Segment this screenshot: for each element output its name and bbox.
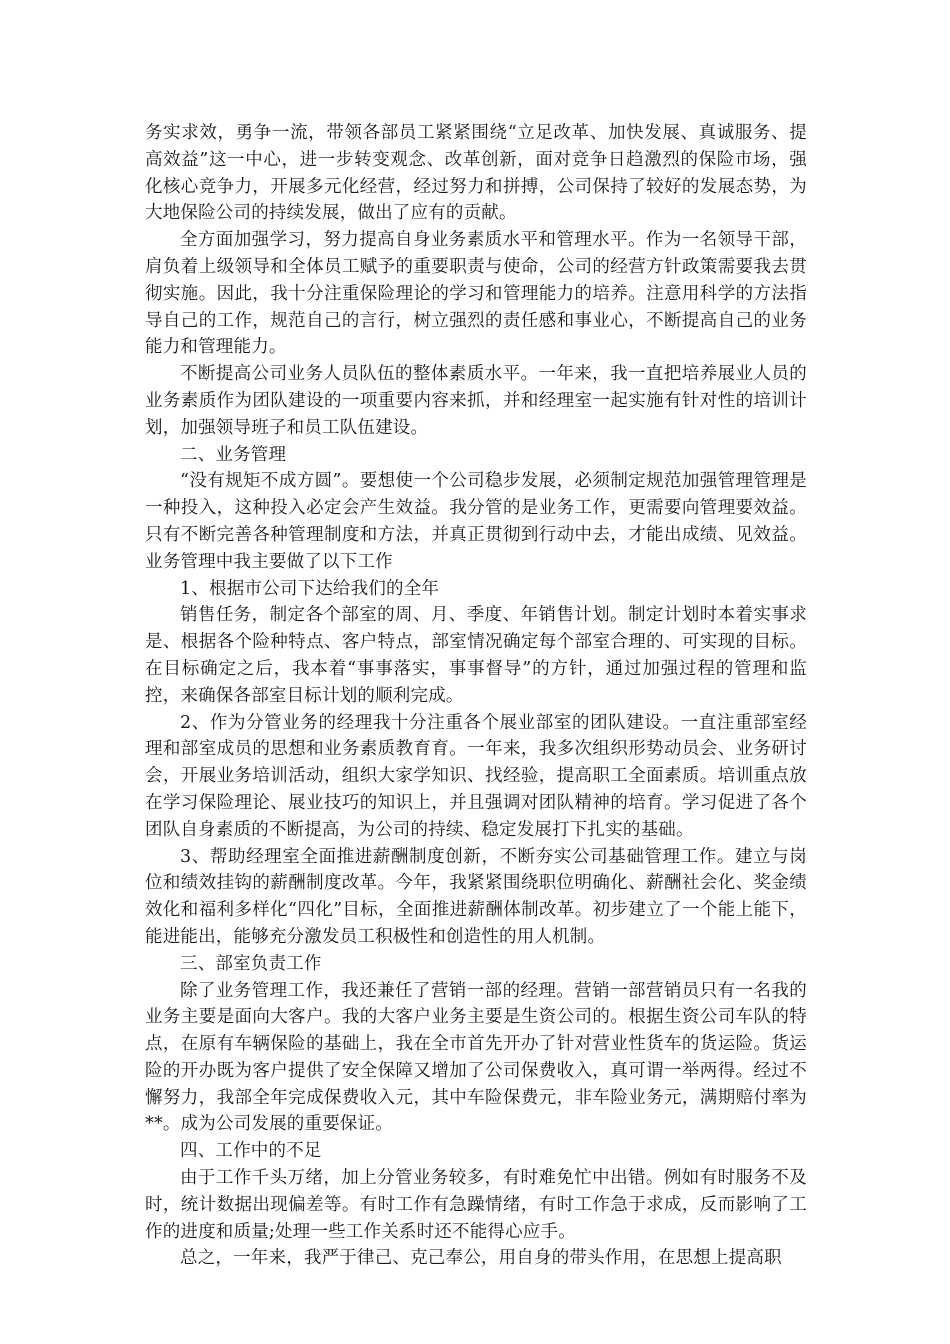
- paragraph: 由于工作千头万绪，加上分管业务较多，有时难免忙中出错。例如有时服务不及时，统计数据出现偏差等。有时工作有急躁情绪，有时工作急于求成，反而影响了工作的进度和质量;处理一些工作关系时还不能得心应手。: [145, 1168, 807, 1242]
- section-heading: 四、工作中的不足: [180, 1141, 322, 1162]
- section-heading: 三、部室负责工作: [180, 953, 322, 974]
- paragraph: 务实求效，勇争一流，带领各部员工紧紧围绕“立足改革、加快发展、真诚服务、提高效益”这一中心，进一步转变观念、改革创新，面对竞争日趋激烈的保险市场，强化核心竞争力，开展多元化经营，经过努力和拼搏，公司保持了较好的发展态势，为大地保险公司的持续发展，做出了应有的贡献。: [145, 123, 807, 224]
- paragraph: 总之，一年来，我严于律己、克己奉公，用自身的带头作用，在思想上提高职: [180, 1248, 782, 1269]
- paragraph: 不断提高公司业务人员队伍的整体素质水平。一年来，我一直把培养展业人员的业务素质作为团队建设的一项重要内容来抓，并和经理室一起实施有针对性的培训计划，加强领导班子和员工队伍建设。: [145, 364, 807, 438]
- paragraph: “没有规矩不成方圆”。要想使一个公司稳步发展，必须制定规范加强管理管理是一种投入，这种投入必定会产生效益。我分管的是业务工作，更需要向管理要效益。只有不断完善各种管理制度和方法，并真正贯彻到行动中去，才能出成绩、见效益。业务管理中我主要做了以下工作: [145, 471, 807, 572]
- paragraph: 全方面加强学习，努力提高自身业务素质水平和管理水平。作为一名领导干部，肩负着上级领导和全体员工赋予的重要职责与使命，公司的经营方针政策需要我去贯彻实施。因此，我十分注重保险理论的学习和管理能力的培养。注意用科学的方法指导自己的工作，规范自己的言行，树立强烈的责任感和事业心，不断提高自己的业务能力和管理能力。: [145, 230, 807, 358]
- list-item-heading: 1、根据市公司下达给我们的全年: [180, 578, 440, 599]
- paragraph: 2、作为分管业务的经理我十分注重各个展业部室的团队建设。一直注重部室经理和部室成员的思想和业务素质教育育。一年来，我多次组织形势动员会、业务研讨会，开展业务培训活动，组织大家学知识、找经验，提高职工全面素质。培训重点放在学习保险理论、展业技巧的知识上，并且强调对团队精神的培育。学习促进了各个团队自身素质的不断提高，为公司的持续、稳定发展打下扎实的基础。: [145, 712, 807, 840]
- section-heading: 二、业务管理: [180, 444, 287, 465]
- paragraph: 3、帮助经理室全面推进薪酬制度创新，不断夯实公司基础管理工作。建立与岗位和绩效挂钩的薪酬制度改革。今年，我紧紧围绕职位明确化、薪酬社会化、奖金绩效化和福利多样化“四化”目标，全面推进薪酬体制改革。初步建立了一个能上能下，能进能出，能够充分激发员工积极性和创造性的用人机制。: [145, 846, 807, 947]
- paragraph: 销售任务，制定各个部室的周、月、季度、年销售计划。制定计划时本着实事求是、根据各个险种特点、客户特点，部室情况确定每个部室合理的、可实现的目标。在目标确定之后，我本着“事事落实，事事督导”的方针，通过加强过程的管理和监控，来确保各部室目标计划的顺利完成。: [145, 605, 807, 706]
- paragraph: 除了业务管理工作，我还兼任了营销一部的经理。营销一部营销员只有一名我的业务主要是面向大客户。我的大客户业务主要是生资公司的。根据生资公司车队的特点，在原有车辆保险的基础上，我在全市首先开办了针对营业性货车的货运险。货运险的开办既为客户提供了安全保障又增加了公司保费收入，真可谓一举两得。经过不懈努力，我部全年完成保费收入元，其中车险保费元，非车险业务元，满期赔付率为**。成为公司发展的重要保证。: [145, 980, 807, 1135]
- document-body: [145, 120, 807, 1272]
